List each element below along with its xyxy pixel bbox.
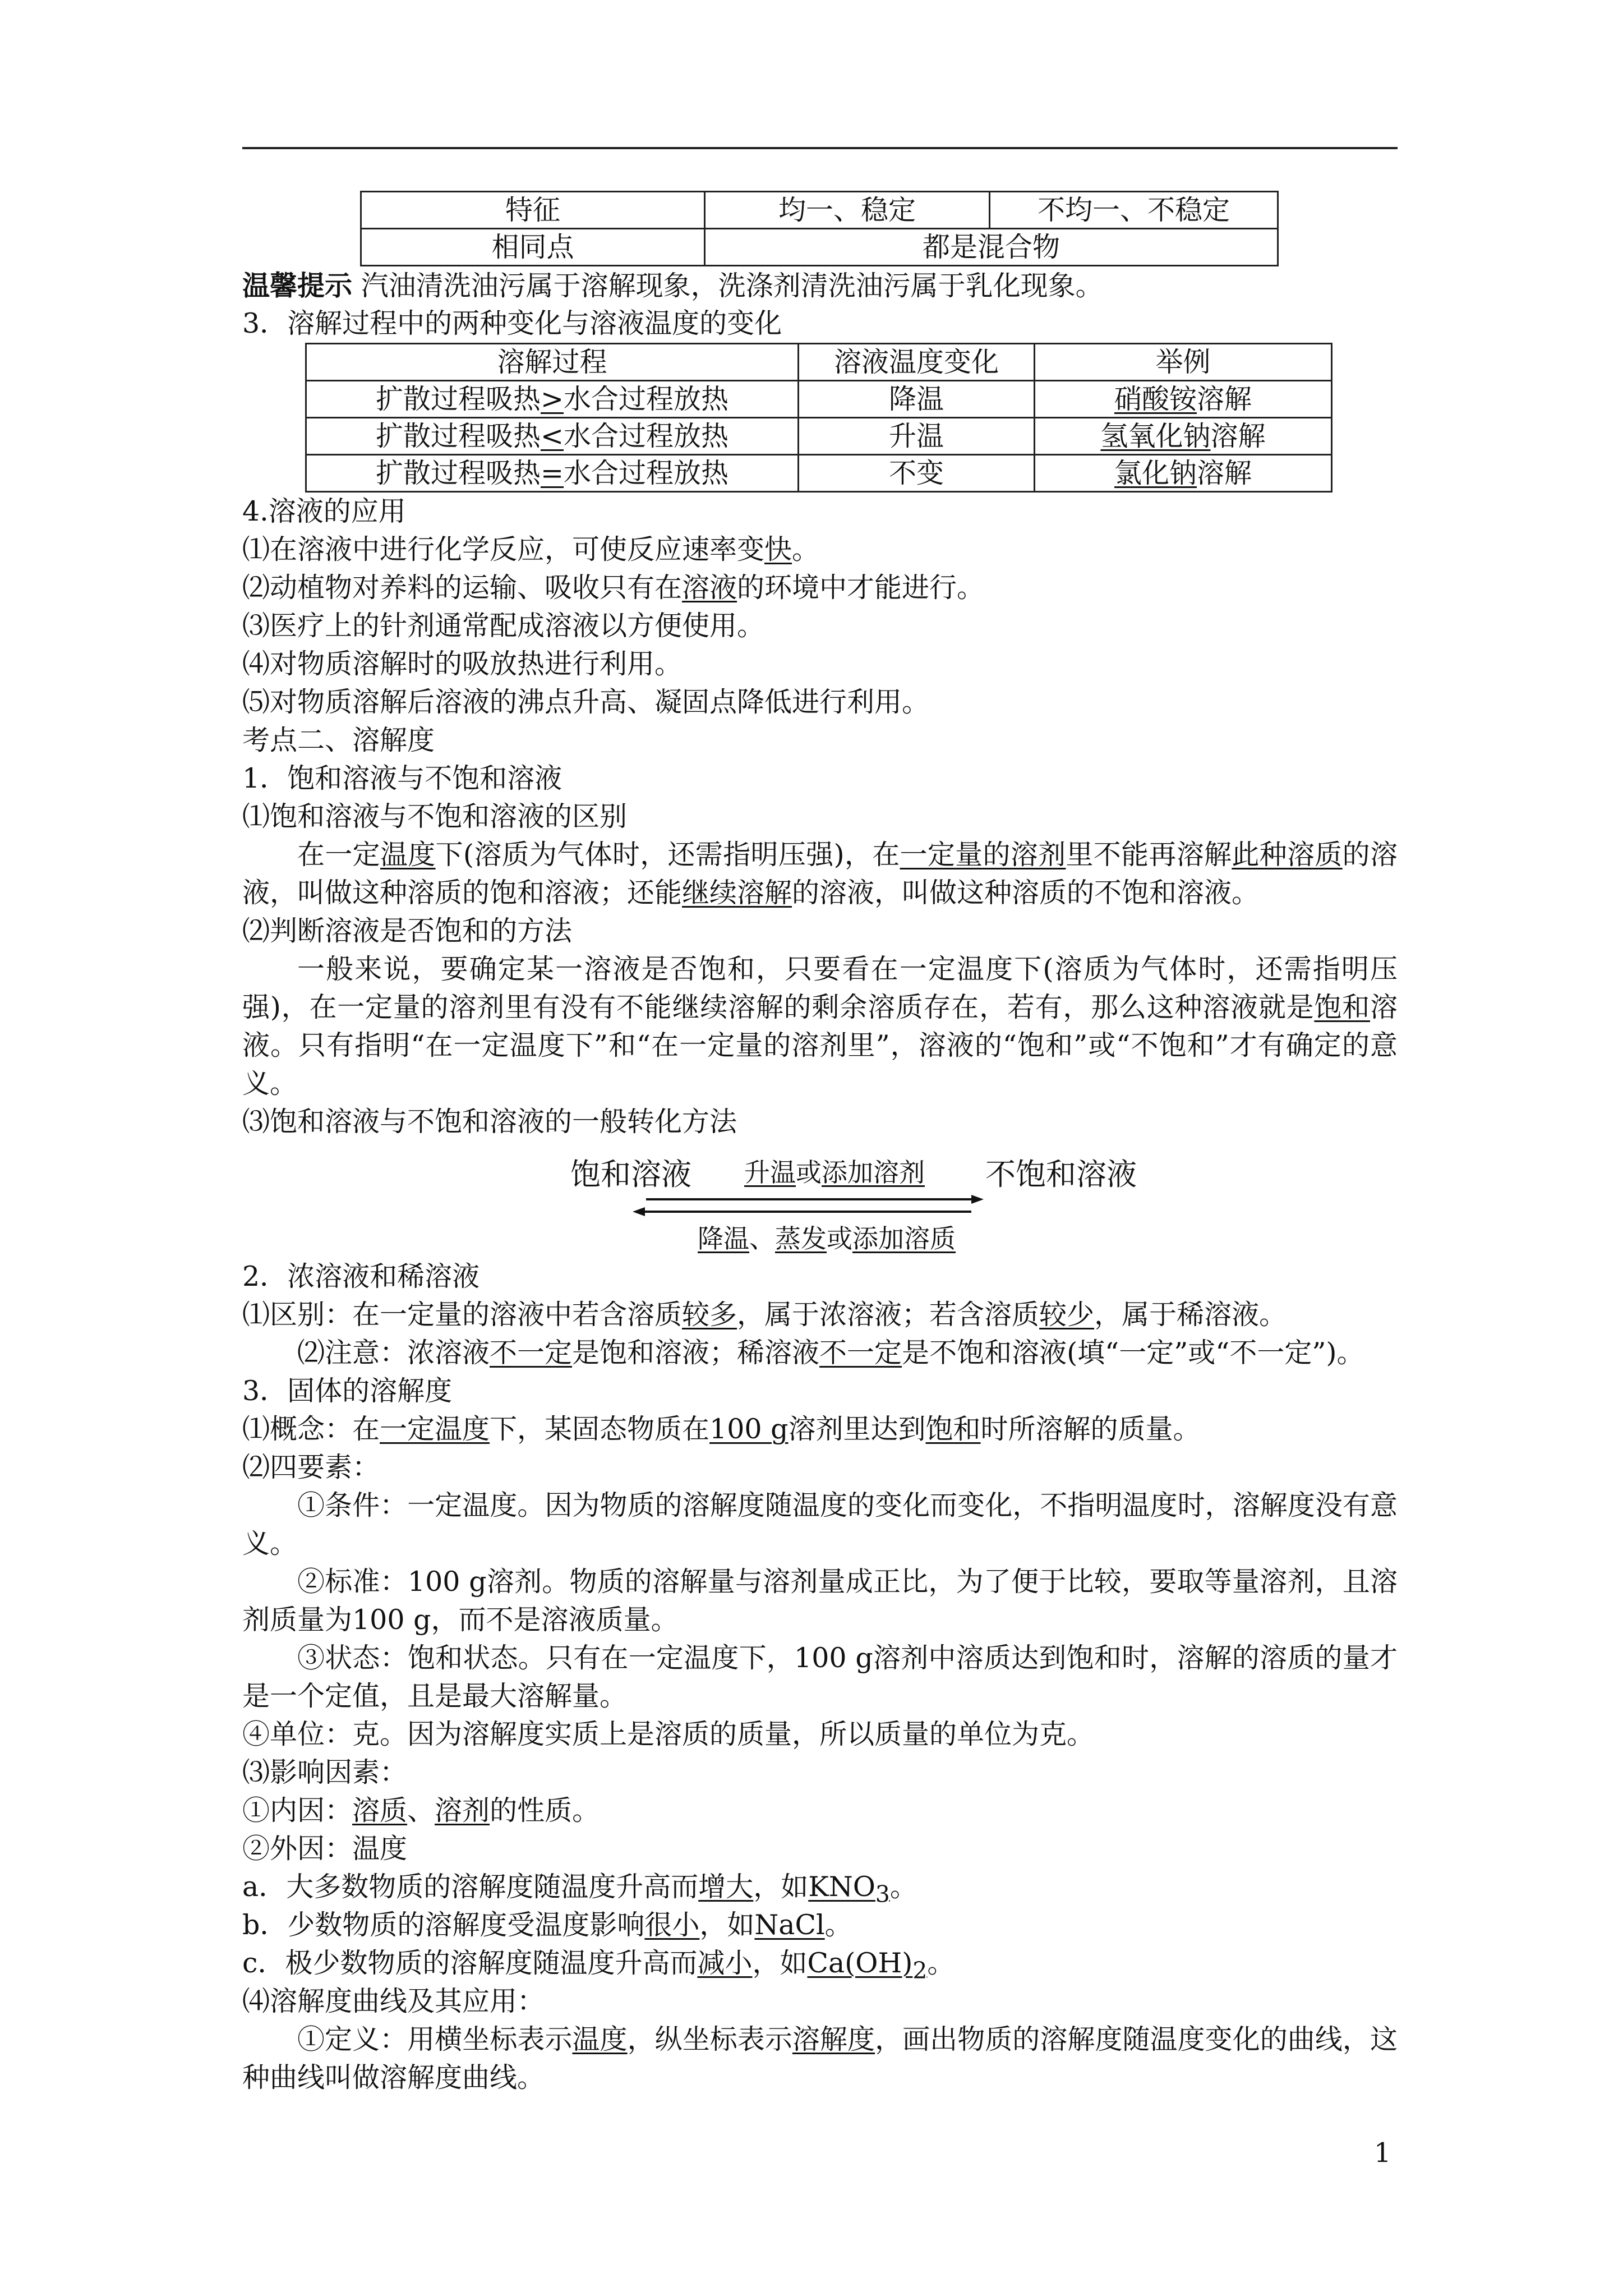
table-cell: 升温 (799, 418, 1035, 455)
paragraph: ③状态：饱和状态。只有在一定温度下，100 g溶剂中溶质达到饱和时，溶解的溶质的量才是一个定值，且是最大溶解量。 (242, 1642, 1398, 1712)
saturated-label: 饱和溶液 (570, 1157, 691, 1192)
blank-answer: 减小 (697, 1947, 753, 1979)
table-cell (1035, 455, 1332, 492)
blank-answer: 100 g (709, 1413, 789, 1445)
text: 时所溶解的质量。 (980, 1413, 1201, 1445)
formula: Ca(OH) (807, 1947, 913, 1979)
blank-answer: 很小 (644, 1909, 700, 1941)
text: b．少数物质的溶解度受温度影响 (242, 1909, 645, 1941)
text: 。 (889, 1871, 917, 1903)
mixture-comparison-table (360, 191, 1279, 266)
paragraph: ①条件：一定温度。因为物质的溶解度随温度的变化而变化，不指明温度时，溶解度没有意义。 (242, 1489, 1398, 1559)
paragraph: ②标准：100 g溶剂。物质的溶解量与溶剂量成正比，为了便于比较，要取等量溶剂，且溶剂质量为100 g，而不是溶液质量。 (242, 1566, 1398, 1636)
text: 在一定 (297, 839, 380, 871)
blank-answer: 一定温度 (380, 1413, 490, 1445)
list-item (242, 569, 1398, 607)
blank-answer: 温度 (572, 2023, 628, 2055)
text: 的溶液，叫做这种溶质的饱和溶液；还能 (242, 839, 1398, 909)
blank-answer: 溶剂 (435, 1795, 490, 1826)
tip-text: 汽油清洗油污属于溶解现象，洗涤剂清洗油污属于乳化现象。 (361, 270, 1103, 302)
text: ⑵动植物对养料的运输、吸收只有在 (242, 572, 683, 604)
subsection-heading: ⑶饱和溶液与不饱和溶液的一般转化方法 (242, 1106, 737, 1138)
table-header-cell: 举例 (1035, 344, 1332, 381)
blank-answer: < (540, 420, 564, 452)
table-cell: 均一、稳定 (705, 192, 990, 229)
table-cell: 特征 (361, 192, 705, 229)
blank-answer: 硝酸铵 (1114, 383, 1197, 415)
blank-answer: 较多 (682, 1299, 737, 1331)
table-cell (306, 455, 799, 492)
dissolution-process-table (305, 343, 1332, 493)
blank-answer: = (540, 457, 564, 489)
arrow-head-right (971, 1195, 984, 1204)
forward-condition (744, 1153, 925, 1191)
blank-answer: 增大 (698, 1871, 754, 1903)
list-item (242, 1296, 1398, 1334)
subsection-heading: ⑵判断溶液是否饱和的方法 (242, 915, 573, 947)
paragraph: ④单位：克。因为溶解度实质上是溶质的质量，所以质量的单位为克。 (242, 1718, 1095, 1750)
text: 。 (824, 1909, 852, 1941)
conversion-diagram (242, 1143, 1398, 1255)
subsection-heading: ⑴饱和溶液与不饱和溶液的区别 (242, 800, 628, 832)
table-cell: 不均一、不稳定 (990, 192, 1278, 229)
text: 、 (407, 1795, 435, 1826)
table-row (361, 229, 1278, 266)
text: 下，某固态物质在 (490, 1413, 710, 1445)
text: 或 (796, 1157, 822, 1188)
document-page (242, 191, 1398, 2097)
section-heading: 考点二、溶解度 (242, 724, 435, 756)
blank-answer: 温度 (380, 839, 436, 871)
table-cell (306, 418, 799, 455)
list-item: ⑶影响因素： (242, 1756, 408, 1788)
text: 。 (792, 533, 820, 565)
blank-answer: > (540, 383, 564, 415)
blank-answer: 不一定 (490, 1337, 573, 1369)
blank-answer: 继续溶解 (682, 877, 792, 909)
tip-line (242, 266, 1398, 305)
blank-answer: 升温 (744, 1157, 796, 1188)
table-row (361, 192, 1278, 229)
blank-answer: 溶液 (682, 572, 737, 604)
blank-answer: 添加溶质 (852, 1223, 956, 1254)
formula-subscript: 2 (912, 1957, 928, 1984)
list-item (242, 1944, 1398, 1982)
formula-subscript: 3 (875, 1880, 890, 1908)
section-heading: 3．溶解过程中的两种变化与溶液温度的变化 (242, 307, 782, 339)
text: ，属于浓溶液；若含溶质 (737, 1299, 1040, 1331)
list-item: ⑷溶解度曲线及其应用： (242, 1985, 545, 2017)
subsection-heading: 3．固体的溶解度 (242, 1375, 453, 1407)
blank-answer: 此种溶质 (1232, 839, 1343, 871)
list-item: ⑷对物质溶解时的吸放热进行利用。 (242, 648, 683, 680)
blank-answer: 饱和 (925, 1413, 981, 1445)
text: 溶液。只有指明“在一定温度下”和“在一定量的溶剂里”，溶液的“饱和”或“不饱和”才有确定的意义。 (242, 991, 1398, 1099)
text: 是饱和溶液；稀溶液 (572, 1337, 820, 1369)
text: 的溶液，叫做这种溶质的不饱和溶液。 (792, 877, 1260, 909)
text: 、 (749, 1223, 775, 1254)
cell-text: 溶解 (1197, 383, 1252, 415)
table-cell (1035, 418, 1332, 455)
table-cell: 降温 (799, 381, 1035, 418)
paragraph (242, 2021, 1398, 2097)
text: 里不能再溶解 (1066, 839, 1232, 871)
table-row (306, 418, 1332, 455)
table-row (306, 455, 1332, 492)
text: ，如 (752, 1947, 808, 1979)
text: ⑴在溶液中进行化学反应，可使反应速率变 (242, 533, 765, 565)
page-number: 1 (1374, 2137, 1391, 2169)
text: ，如 (699, 1909, 755, 1941)
paragraph (242, 836, 1398, 912)
table-cell: 相同点 (361, 229, 705, 266)
text: 。 (927, 1947, 955, 1979)
cell-text: 水合过程放热 (564, 420, 729, 452)
blank-answer: 氢氧化钠 (1100, 420, 1211, 452)
list-item (242, 1868, 1398, 1906)
arrow-head-left (633, 1207, 645, 1216)
subsection-heading: 2．浓溶液和稀溶液 (242, 1260, 480, 1292)
blank-answer: 较少 (1039, 1299, 1095, 1331)
cell-text: 水合过程放热 (564, 383, 729, 415)
list-item (242, 1334, 1398, 1372)
subsection-heading: 1．饱和溶液与不饱和溶液 (242, 762, 562, 794)
cell-text: 扩散过程吸热 (375, 420, 541, 452)
list-item (242, 1906, 1398, 1944)
text: 溶剂里达到 (788, 1413, 926, 1445)
text: ⑴区别：在一定量的溶液中若含溶质 (242, 1299, 683, 1331)
table-header-cell: 溶液温度变化 (799, 344, 1035, 381)
header-rule (242, 147, 1398, 149)
blank-answer: 饱和 (1314, 991, 1370, 1023)
blank-answer: 一定量的溶剂 (900, 839, 1066, 871)
list-item: ②外因：温度 (242, 1833, 408, 1865)
blank-answer: NaCl (754, 1909, 825, 1941)
text: 一般来说，要确定某一溶液是否饱和，只要看在一定温度下(溶质为气体时，还需指明压强)，在一定量的溶剂里有没有不能继续溶解的剩余溶质存在，若有，那么这种溶液就是 (242, 953, 1398, 1023)
table-cell (306, 381, 799, 418)
blank-answer (808, 1871, 890, 1908)
text: c．极少数物质的溶解度随温度升高而 (242, 1947, 698, 1979)
text: ①定义：用横坐标表示 (297, 2023, 573, 2055)
table-row (306, 381, 1332, 418)
list-item: ⑵四要素： (242, 1451, 380, 1483)
table-cell: 不变 (799, 455, 1035, 492)
blank-answer: 溶质 (352, 1795, 408, 1826)
text: ，属于稀溶液。 (1094, 1299, 1287, 1331)
blank-answer: 溶解度 (792, 2023, 875, 2055)
paragraph (242, 950, 1398, 1103)
cell-text: 溶解 (1210, 420, 1266, 452)
blank-answer: 降温 (698, 1223, 749, 1254)
text: ，纵坐标表示 (627, 2023, 792, 2055)
list-item (242, 531, 1398, 569)
text: a．大多数物质的溶解度随温度升高而 (242, 1871, 699, 1903)
list-item: ⑸对物质溶解后溶液的沸点升高、凝固点降低进行利用。 (242, 686, 930, 718)
text: ⑵注意：浓溶液 (297, 1337, 490, 1369)
section-heading: 4.溶液的应用 (242, 495, 406, 527)
blank-answer: 不一定 (819, 1337, 902, 1369)
text: 下(溶质为气体时，还需指明压强)，在 (435, 839, 900, 871)
text: ，画出物质的溶解度随温度变化的曲线，这种曲线叫做溶解度曲线。 (242, 2023, 1398, 2093)
text: ①内因： (242, 1795, 353, 1826)
unsaturated-label: 不饱和溶液 (985, 1157, 1137, 1192)
blank-answer: 快 (764, 533, 792, 565)
reverse-condition (698, 1220, 956, 1258)
table-header-row (306, 344, 1332, 381)
list-item (242, 1410, 1398, 1448)
cell-text: 溶解 (1197, 457, 1252, 489)
blank-answer: 添加溶剂 (822, 1157, 925, 1188)
formula: KNO (808, 1871, 875, 1903)
table-header-cell: 溶解过程 (306, 344, 799, 381)
tip-label: 温馨提示 (242, 269, 353, 302)
blank-answer: 氯化钠 (1114, 457, 1197, 489)
text: ，如 (753, 1871, 809, 1903)
cell-text: 水合过程放热 (564, 457, 729, 489)
text: 的性质。 (490, 1795, 600, 1826)
list-item: ⑶医疗上的针剂通常配成溶液以方便使用。 (242, 610, 765, 642)
text: ⑴概念：在 (242, 1413, 380, 1445)
blank-answer: 蒸发 (775, 1223, 827, 1254)
text: 的环境中才能进行。 (737, 572, 985, 604)
blank-answer (807, 1947, 928, 1984)
text: 是不饱和溶液(填“一定”或“不一定”)。 (902, 1337, 1364, 1369)
list-item (242, 1792, 1398, 1830)
cell-text: 扩散过程吸热 (375, 383, 541, 415)
text: 或 (827, 1223, 852, 1254)
cell-text: 扩散过程吸热 (375, 457, 541, 489)
table-cell (1035, 381, 1332, 418)
table-cell: 都是混合物 (705, 229, 1278, 266)
